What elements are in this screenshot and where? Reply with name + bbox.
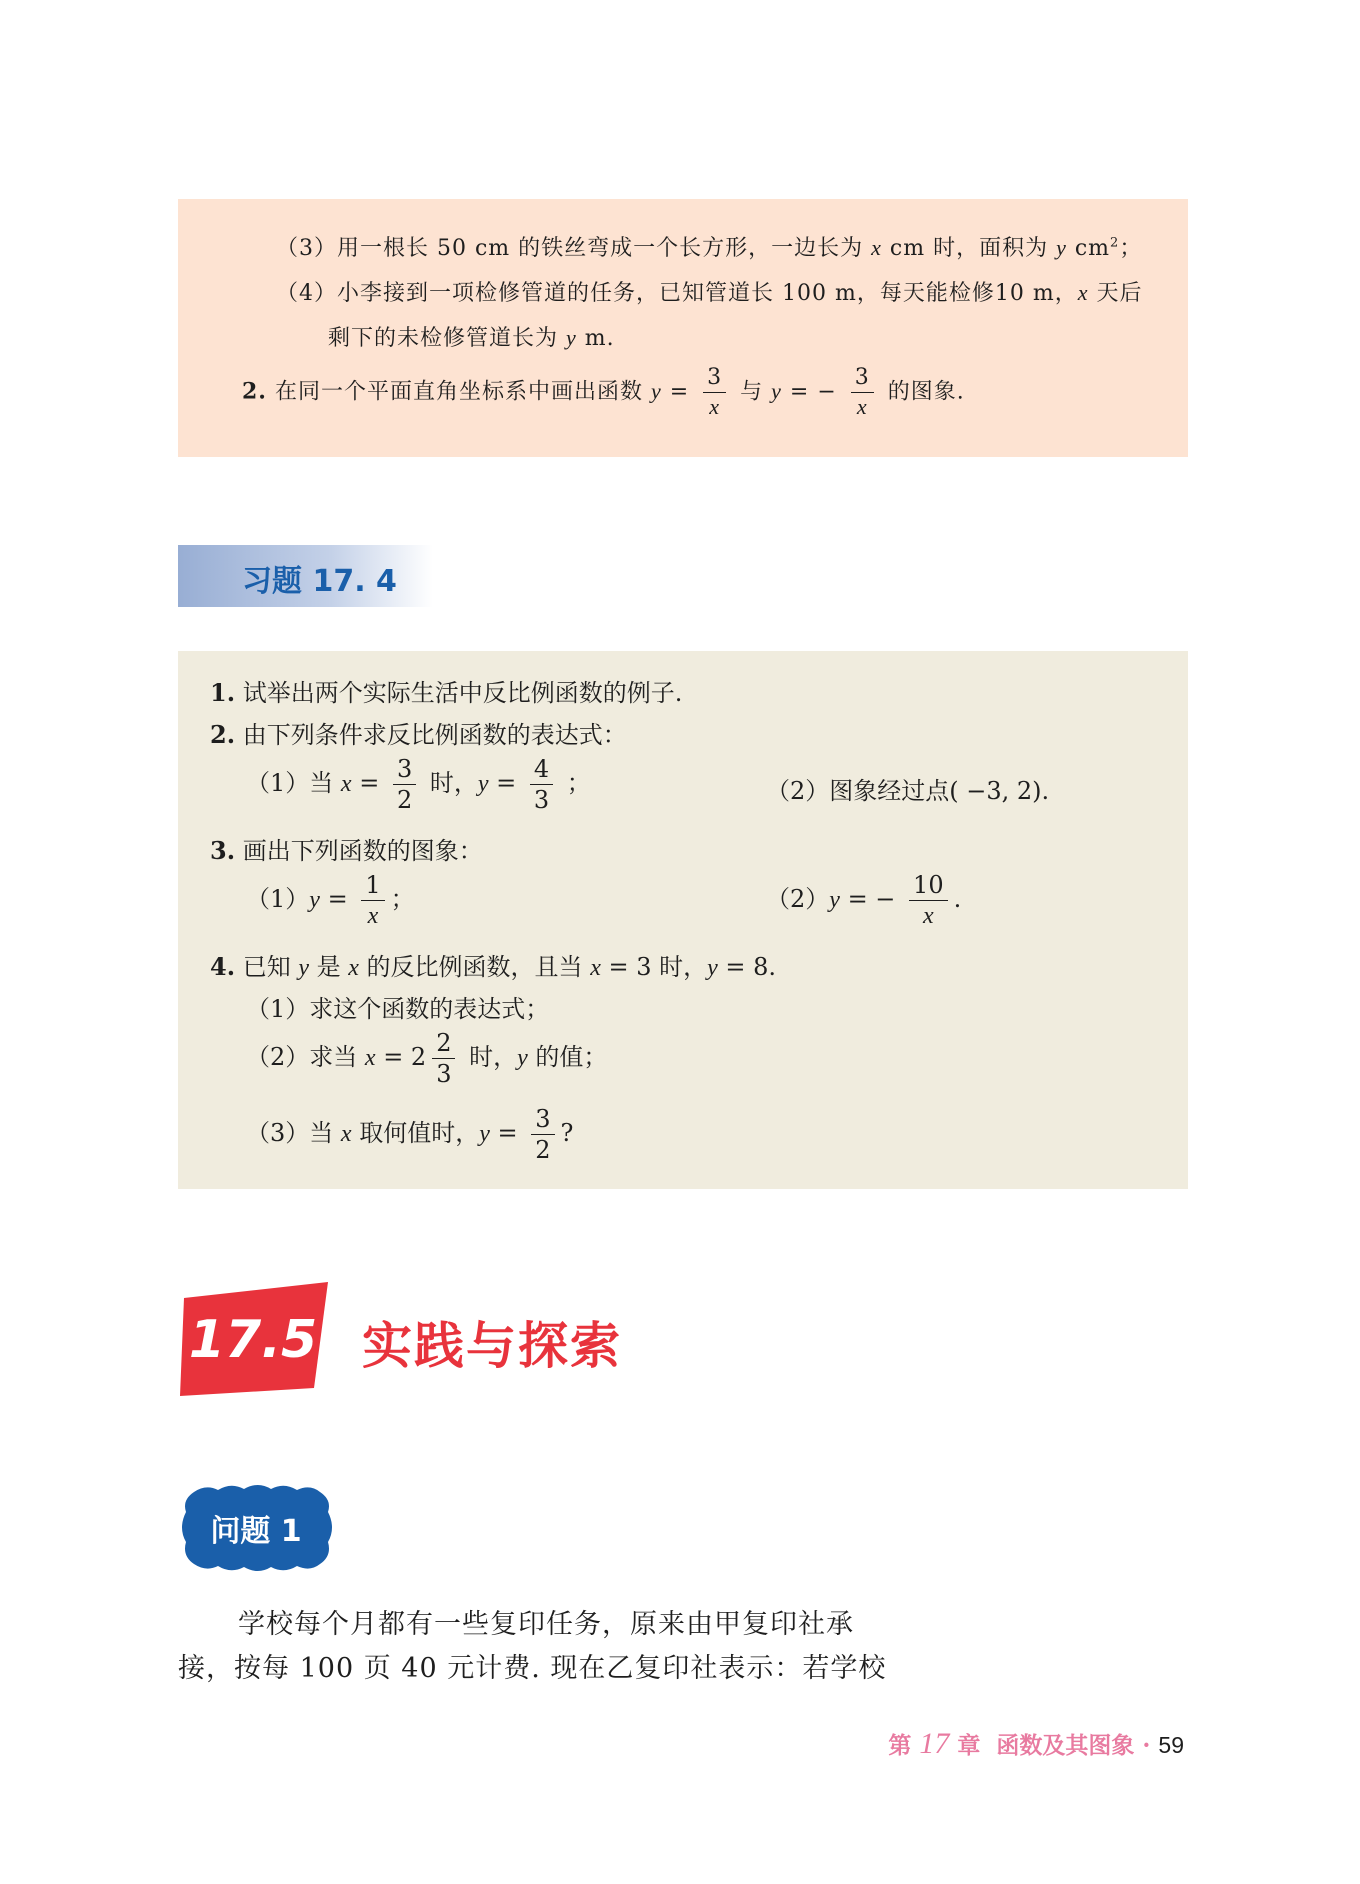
- question-label: 问题 1: [210, 1514, 302, 1549]
- exercise-set-title: 习题 17. 4: [242, 564, 397, 599]
- problem-4-part-3: （3）当 x 取何值时，y = $\frac{3}{2}$ ?: [246, 1105, 574, 1164]
- problem-3-part-2: （2）y = − $\frac{10}{x}$ .: [766, 871, 962, 929]
- problem-1: 1. 试举出两个实际生活中反比例函数的例子.: [210, 678, 683, 707]
- fraction: $\frac{2}{3}$: [432, 1031, 455, 1086]
- exercise-2-graph-functions: 2. 在同一个平面直角坐标系中画出函数 y = $\frac{3}{x}$ 与 y = − $\frac{3}{x}$ 的图象.: [242, 365, 965, 419]
- exercise-item-4-line2: 剩下的未检修管道长为 y m.: [328, 325, 615, 351]
- fraction: $\frac{1}{x}$: [361, 873, 384, 928]
- fraction: $\frac{10}{x}$: [909, 873, 948, 928]
- fraction: $\frac{3}{x}$: [851, 367, 874, 418]
- problem-3-part-1: （1）y = $\frac{1}{x}$ ；: [246, 871, 415, 929]
- fraction: $\frac{4}{3}$: [530, 757, 553, 812]
- body-paragraph-line-2: 接，按每 100 页 40 元计费. 现在乙复印社表示：若学校: [178, 1653, 887, 1684]
- fraction: $\frac{3}{2}$: [531, 1107, 554, 1162]
- fraction: $\frac{3}{x}$: [703, 367, 726, 418]
- problem-3: 3. 画出下列函数的图象：: [210, 836, 483, 865]
- section-number: 17.5: [188, 1310, 318, 1370]
- exercise-box-peach: [178, 199, 1188, 457]
- fraction: $\frac{3}{2}$: [393, 757, 416, 812]
- page-number: 59: [1158, 1732, 1184, 1758]
- page-footer: 第 17 章 函数及其图象 · 59: [888, 1727, 1184, 1760]
- problem-2-part-2: （2）图象经过点( −3, 2).: [766, 777, 1050, 805]
- section-title: 实践与探索: [362, 1317, 622, 1375]
- chapter-title: 函数及其图象 ·: [996, 1732, 1151, 1759]
- problem-4: 4. 已知 y 是 x 的反比例函数，且当 x = 3 时，y = 8.: [210, 952, 777, 981]
- problem-4-part-1: （1）求这个函数的表达式；: [246, 995, 550, 1023]
- exercise-box-beige: [178, 651, 1188, 1189]
- exercise-item-3: （3）用一根长 50 cm 的铁丝弯成一个长方形，一边长为 x cm 时，面积为 y $cm^2$；: [276, 235, 1143, 261]
- problem-2: 2. 由下列条件求反比例函数的表达式：: [210, 720, 627, 749]
- exercise-item-4-line1: （4）小李接到一项检修管道的任务，已知管道长 100 m，每天能检修10 m，x 天后: [276, 280, 1143, 306]
- body-paragraph-line-1: 学校每个月都有一些复印任务，原来由甲复印社承: [238, 1609, 854, 1640]
- chapter-number: 17: [919, 1727, 950, 1760]
- problem-4-part-2: （2）求当 x = 2 $\frac{2}{3}$ 时，y 的值；: [246, 1029, 608, 1088]
- problem-2-part-1: （1）当 x = $\frac{3}{2}$ 时，y = $\frac{4}{3}$ ；: [246, 755, 591, 814]
